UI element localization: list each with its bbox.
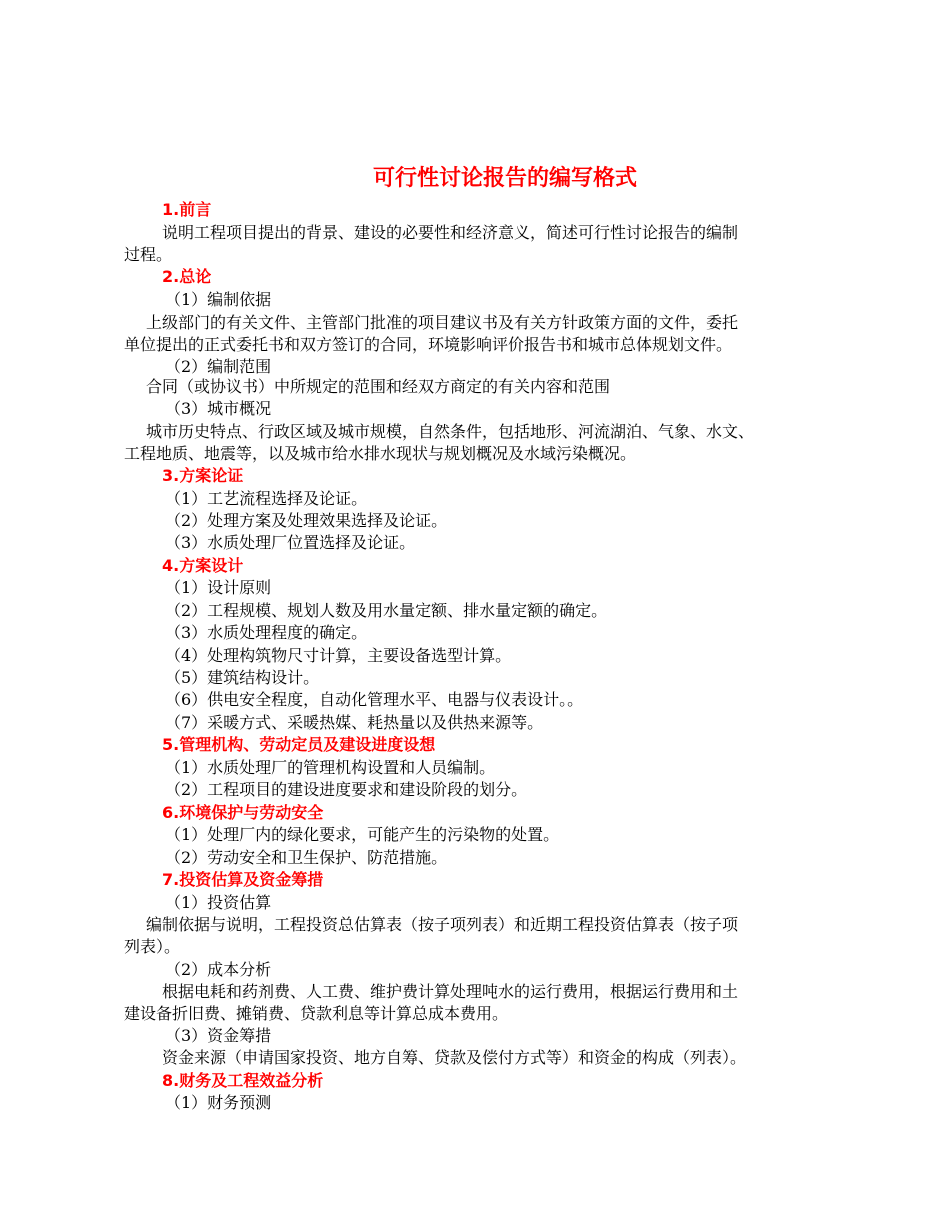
document-title: 可行性讨论报告的编写格式 — [372, 166, 637, 191]
subsection-label: （1）编制依据 — [165, 290, 272, 309]
paragraph-line: 工程地质、地震等，以及城市给水排水现状与规划概况及水域污染概况。 — [124, 444, 637, 463]
paragraph-line: 根据电耗和药剂费、人工费、维护费计算处理吨水的运行费用，根据运行费用和土 — [162, 982, 739, 1001]
section-heading-environment: 6.环境保护与劳动安全 — [162, 803, 324, 822]
paragraph-line: 上级部门的有关文件、主管部门批准的项目建议书及有关方针政策方面的文件，委托 — [146, 313, 739, 332]
subsection-label: （2）成本分析 — [165, 960, 272, 979]
subsection-label: （1）财务预测 — [165, 1093, 272, 1112]
section-heading-finance: 8.财务及工程效益分析 — [162, 1071, 324, 1090]
list-item: （2）劳动安全和卫生保护、防范措施。 — [165, 848, 448, 867]
list-item: （4）处理构筑物尺寸计算，主要设备选型计算。 — [165, 646, 512, 665]
section-heading-scheme-design: 4.方案设计 — [162, 556, 244, 575]
list-item: （1）水质处理厂的管理机构设置和人员编制。 — [165, 758, 496, 777]
list-item: （1）工艺流程选择及论证。 — [165, 489, 368, 508]
subsection-label: （3）资金筹措 — [165, 1026, 272, 1045]
paragraph-line: 城市历史特点、行政区域及城市规模，自然条件，包括地形、河流湖泊、气象、水文、 — [146, 422, 755, 441]
section-heading-preface: 1.前言 — [162, 200, 212, 219]
list-item: （3）水质处理厂位置选择及论证。 — [165, 533, 416, 552]
subsection-label: （3）城市概况 — [165, 399, 272, 418]
list-item: （2）处理方案及处理效果选择及论证。 — [165, 511, 448, 530]
paragraph-line: 说明工程项目提出的背景、建设的必要性和经济意义，简述可行性讨论报告的编制 — [162, 223, 739, 242]
paragraph-line: 单位提出的正式委托书和双方签订的合同，环境影响评价报告书和城市总体规划文件。 — [124, 335, 733, 354]
list-item: （2）工程规模、规划人数及用水量定额、排水量定额的确定。 — [165, 601, 608, 620]
paragraph-line: 编制依据与说明，工程投资总估算表（按子项列表）和近期工程投资估算表（按子项 — [146, 915, 739, 934]
paragraph-line: 资金来源（申请国家投资、地方自筹、贷款及偿付方式等）和资金的构成（列表）。 — [162, 1048, 747, 1067]
list-item: （1）设计原则 — [165, 578, 272, 597]
section-heading-management: 5.管理机构、劳动定员及建设进度设想 — [162, 735, 436, 754]
subsection-label: （1）投资估算 — [165, 893, 272, 912]
list-item: （3）水质处理程度的确定。 — [165, 623, 368, 642]
section-heading-overview: 2.总论 — [162, 267, 212, 286]
subsection-label: （2）编制范围 — [165, 357, 272, 376]
list-item: （7）采暖方式、采暖热媒、耗热量以及供热来源等。 — [165, 713, 544, 732]
paragraph-line: 过程。 — [124, 245, 173, 264]
paragraph-line: 合同（或协议书）中所规定的范围和经双方商定的有关内容和范围 — [146, 377, 611, 396]
list-item: （2）工程项目的建设进度要求和建设阶段的划分。 — [165, 780, 528, 799]
paragraph-line: 列表）。 — [124, 937, 181, 956]
list-item: （1）处理厂内的绿化要求，可能产生的污染物的处置。 — [165, 825, 560, 844]
paragraph-line: 建设备折旧费、摊销费、贷款利息等计算总成本费用。 — [124, 1004, 509, 1023]
list-item: （6）供电安全程度，自动化管理水平、电器与仪表设计。。 — [165, 690, 584, 709]
section-heading-investment: 7.投资估算及资金筹措 — [162, 870, 324, 889]
section-heading-scheme-argument: 3.方案论证 — [162, 466, 244, 485]
list-item: （5）建筑结构设计。 — [165, 668, 320, 687]
